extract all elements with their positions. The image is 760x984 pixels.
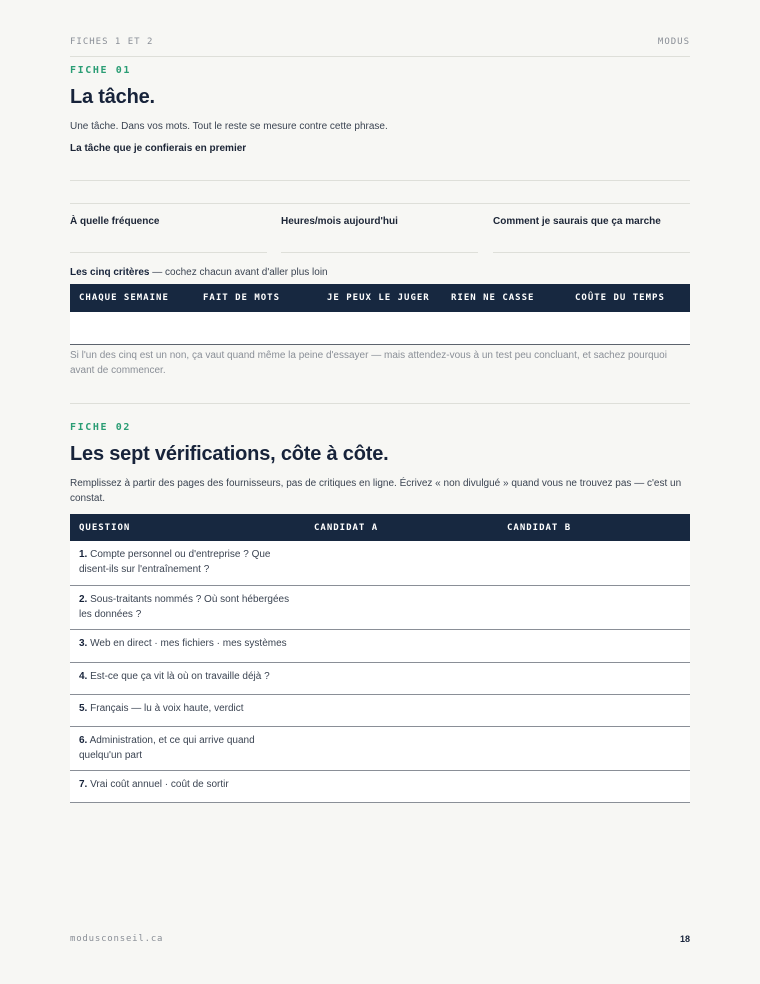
criteria-checkbox-row bbox=[70, 312, 690, 345]
question-cell bbox=[70, 694, 305, 726]
criteria-nothing-breaks: RIEN NE CASSE bbox=[451, 293, 535, 303]
question-number: 5. bbox=[79, 702, 88, 714]
question-number: 3. bbox=[79, 637, 88, 649]
candidate-b-cell[interactable] bbox=[498, 629, 690, 662]
question-cell bbox=[70, 629, 305, 662]
criteria-judge: JE PEUX LE JUGER bbox=[327, 293, 430, 303]
hours-input-line[interactable] bbox=[281, 252, 478, 253]
candidate-b-cell[interactable] bbox=[498, 662, 690, 694]
table-row bbox=[70, 662, 690, 694]
question-cell bbox=[70, 726, 305, 770]
criteria-heading bbox=[70, 265, 690, 280]
page-header bbox=[70, 37, 690, 57]
question-cell bbox=[70, 770, 305, 802]
criteria-header-row bbox=[70, 284, 690, 312]
question-cell bbox=[70, 541, 305, 585]
candidate-b-cell[interactable] bbox=[498, 541, 690, 585]
table-row bbox=[70, 694, 690, 726]
col-candidate-a: CANDIDAT A bbox=[305, 514, 498, 541]
task-input-line[interactable] bbox=[70, 180, 690, 181]
table-row bbox=[70, 541, 690, 585]
candidate-a-cell[interactable] bbox=[305, 694, 498, 726]
candidate-a-cell[interactable] bbox=[305, 629, 498, 662]
question-cell bbox=[70, 585, 305, 629]
criteria-checkbox-nothing-breaks[interactable] bbox=[442, 312, 566, 345]
header-section-label: FICHES 1 ET 2 bbox=[70, 37, 154, 47]
fields-divider bbox=[70, 203, 690, 204]
table-row bbox=[70, 726, 690, 770]
criteria-checkbox-words[interactable] bbox=[194, 312, 318, 345]
fiche2-title: Les sept vérifications, côte à côte. bbox=[70, 443, 389, 465]
worksheet-page bbox=[70, 0, 690, 984]
criteria-checkbox-costs-time[interactable] bbox=[566, 312, 690, 345]
frequency-input-line[interactable] bbox=[70, 252, 267, 253]
fiche1-title: La tâche. bbox=[70, 86, 155, 108]
question-number: 4. bbox=[79, 670, 88, 682]
question-number: 6. bbox=[79, 734, 88, 746]
criteria-hint: — cochez chacun avant d'aller plus loin bbox=[149, 267, 328, 278]
question-text: Sous-traitants nommés ? Où sont hébergées les données ? bbox=[79, 593, 290, 620]
question-text: Compte personnel ou d'entreprise ? Que disent-ils sur l'entraînement ? bbox=[79, 549, 271, 575]
candidate-b-cell[interactable] bbox=[498, 726, 690, 770]
question-number: 7. bbox=[79, 778, 88, 790]
criteria-costs-time: COÛTE DU TEMPS bbox=[575, 293, 665, 303]
candidate-b-cell[interactable] bbox=[498, 694, 690, 726]
table-row bbox=[70, 585, 690, 629]
header-brand: MODUS bbox=[657, 37, 690, 47]
frequency-label: À quelle fréquence bbox=[70, 216, 160, 227]
candidate-a-cell[interactable] bbox=[305, 541, 498, 585]
fiche1-kicker: FICHE 01 bbox=[70, 65, 131, 76]
success-input-line[interactable] bbox=[493, 252, 690, 253]
criteria-checkbox-weekly[interactable] bbox=[70, 312, 194, 345]
candidate-a-cell[interactable] bbox=[305, 726, 498, 770]
footer-website: modusconseil.ca bbox=[70, 934, 164, 944]
fiche2-lead: Remplissez à partir des pages des fournisseurs, pas de critiques en ligne. Écrivez « non divulgué » quand vous ne trouvez pas — c'est un constat. bbox=[70, 478, 682, 504]
candidate-a-cell[interactable] bbox=[305, 770, 498, 802]
fiche1-lead: Une tâche. Dans vos mots. Tout le reste se mesure contre cette phrase. bbox=[70, 121, 388, 132]
question-number: 1. bbox=[79, 549, 88, 560]
table-row bbox=[70, 629, 690, 662]
task-label: La tâche que je confierais en premier bbox=[70, 143, 247, 154]
verification-table bbox=[70, 514, 690, 803]
fiche2-kicker: FICHE 02 bbox=[70, 422, 131, 433]
table-row bbox=[70, 770, 690, 802]
candidate-b-cell[interactable] bbox=[498, 585, 690, 629]
candidate-b-cell[interactable] bbox=[498, 770, 690, 802]
criteria-weekly: CHAQUE SEMAINE bbox=[79, 293, 169, 303]
table-header-row bbox=[70, 514, 690, 541]
col-question: QUESTION bbox=[70, 514, 305, 541]
question-text: Administration, et ce qui arrive quand quelqu'un part bbox=[79, 734, 255, 761]
section-divider bbox=[70, 403, 690, 404]
question-text: Est-ce que ça vit là où on travaille déjà ? bbox=[90, 670, 270, 682]
col-candidate-b: CANDIDAT B bbox=[498, 514, 690, 541]
candidate-a-cell[interactable] bbox=[305, 585, 498, 629]
question-text: Web en direct · mes fichiers · mes systèmes bbox=[90, 637, 287, 649]
success-label: Comment je saurais que ça marche bbox=[493, 216, 661, 227]
question-text: Français — lu à voix haute, verdict bbox=[90, 702, 244, 714]
hours-label: Heures/mois aujourd'hui bbox=[281, 216, 398, 227]
criteria-words: FAIT DE MOTS bbox=[203, 293, 281, 303]
candidate-a-cell[interactable] bbox=[305, 662, 498, 694]
criteria-title: Les cinq critères bbox=[70, 267, 150, 278]
criteria-note: Si l'un des cinq est un non, ça vaut quand même la peine d'essayer — mais attendez-vous à un test peu concluant, et sachez pourquoi avant de commencer. bbox=[70, 350, 667, 376]
question-text: Vrai coût annuel · coût de sortir bbox=[90, 778, 229, 790]
page-number: 18 bbox=[679, 934, 690, 944]
question-cell bbox=[70, 662, 305, 694]
question-number: 2. bbox=[79, 593, 88, 605]
criteria-checkbox-judge[interactable] bbox=[318, 312, 442, 345]
